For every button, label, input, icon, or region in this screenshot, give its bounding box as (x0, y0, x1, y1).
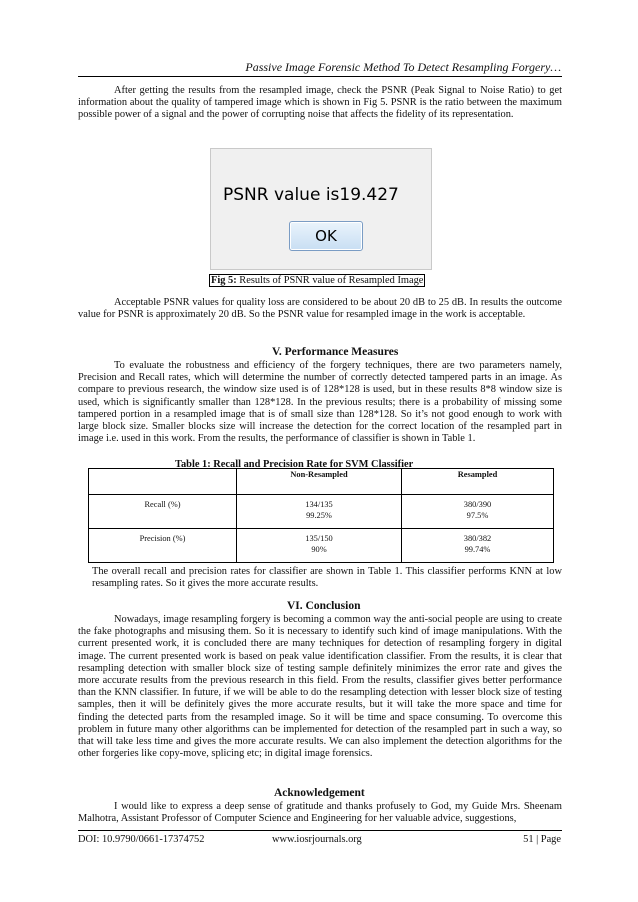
footer-doi: DOI: 10.9790/0661-17374752 (78, 834, 205, 845)
table-caption: Table 1: Recall and Precision Rate for SVM Classifier (175, 459, 414, 470)
table-cell (402, 529, 554, 563)
table-row-label: Recall (%) (89, 495, 237, 529)
psnr-dialog-figure (210, 148, 432, 270)
section-6-heading: VI. Conclusion (287, 600, 361, 612)
acknowledgement-heading: Acknowledgement (274, 787, 365, 799)
table-header-row (89, 469, 554, 495)
cell-value: 134/135 (305, 500, 333, 509)
header-divider (78, 76, 562, 77)
psnr-dialog-text: PSNR value is19.427 (223, 185, 399, 205)
table-summary-paragraph: The overall recall and precision rates for classifier are shown in Table 1. This classifier performs KNN at low resampling rates. So it gives the more accurate results. (92, 566, 562, 590)
table-header-cell: Non-Resampled (237, 469, 402, 495)
results-table (88, 468, 554, 563)
footer-divider (78, 830, 562, 831)
cell-percent: 99.25% (306, 510, 332, 520)
cell-value: 135/150 (305, 534, 333, 543)
section-6-paragraph: Nowadays, image resampling forgery is becoming a common way the anti-social people are using to create the fake photographs and misusing them. So it is necessary to identify such kind of image manipulations. With the current presented work, it is concluded there are many techniques for detection of resampling forgery in digital image. The current presented work is based on peak value identification classifier. From the results, it is clear that resampling detection with smaller block size of testing sample definitely minimizes the error rate and gives the more accurate results from the previous research in this field. From the results, classifier gives better performance than the KNN classifier. In future, if we will be able to do the resampling detection with lesser block size of testing samples, then it will be definitely gives the more accurate results, but it will take the more space and time for finding the detected parts from the resampled image. So it will be time and space consuming. To overcome this problem in future many other algorithms can be implemented for detection of the resampled part in such a way, so that will take less time and gives the more accurate results. We can also implement the detection algorithms for the other forgeries like copy-move, splicing etc; in digital image forensics. (78, 614, 562, 760)
ok-button: OK (289, 221, 363, 251)
table-cell (237, 529, 402, 563)
cell-percent: 90% (311, 544, 327, 554)
figure-caption (209, 274, 425, 287)
table-header-cell: Resampled (402, 469, 554, 495)
table-row (89, 495, 554, 529)
table-cell (402, 495, 554, 529)
section-5-heading: V. Performance Measures (272, 346, 399, 358)
psnr-paragraph: Acceptable PSNR values for quality loss are considered to be about 20 dB to 25 dB. In results the outcome value for PSNR is approximately 20 dB. So the PSNR value for resampled image in the work is acceptable. (78, 297, 562, 321)
table-cell (237, 495, 402, 529)
cell-value: 380/390 (463, 500, 492, 509)
cell-percent: 99.74% (464, 544, 491, 554)
table-row (89, 529, 554, 563)
intro-paragraph: After getting the results from the resampled image, check the PSNR (Peak Signal to Noise Ratio) to get information about the quality of tampered image which is shown in Fig 5. PSNR is the ratio between the maximum possible power of a signal and the power of corrupting noise that affects the fidelity of its representation. (78, 85, 562, 121)
table-row-label: Precision (%) (89, 529, 237, 563)
cell-value: 380/382 (463, 534, 492, 543)
footer-page-number: 51 | Page (523, 834, 561, 845)
acknowledgement-paragraph: I would like to express a deep sense of gratitude and thanks profusely to God, my Guide Mrs. Sheenam Malhotra, Assistant Professor of Computer Science and Engineering for her valuable advice, suggestions, (78, 801, 562, 825)
table-header-cell (89, 469, 237, 495)
footer-site: www.iosrjournals.org (272, 834, 362, 845)
cell-percent: 97.5% (466, 510, 489, 520)
running-header: Passive Image Forensic Method To Detect Resampling Forgery… (245, 60, 561, 74)
section-5-paragraph: To evaluate the robustness and efficiency of the forgery techniques, there are two parameters namely, Precision and Recall rates, which will determine the number of correctly detected tampered parts in an image. As compare to previous research, the window size used is of 128*128 is used, but in these results 8*8 window size is used, which is significantly smaller than 128*128. In the previous results; there is a probability of missing some tampered portion in a resampled image that is of small size than 128*128. So it’s not good enough to work with large block size. Smaller blocks size will increase the detection for the correct location of the resampled part in image i.e. used in this work. From the results, the performance of classifier is shown in Table 1. (78, 360, 562, 445)
figure-caption-label: Fig 5: (211, 275, 237, 286)
figure-caption-text: Results of PSNR value of Resampled Image (236, 275, 424, 286)
